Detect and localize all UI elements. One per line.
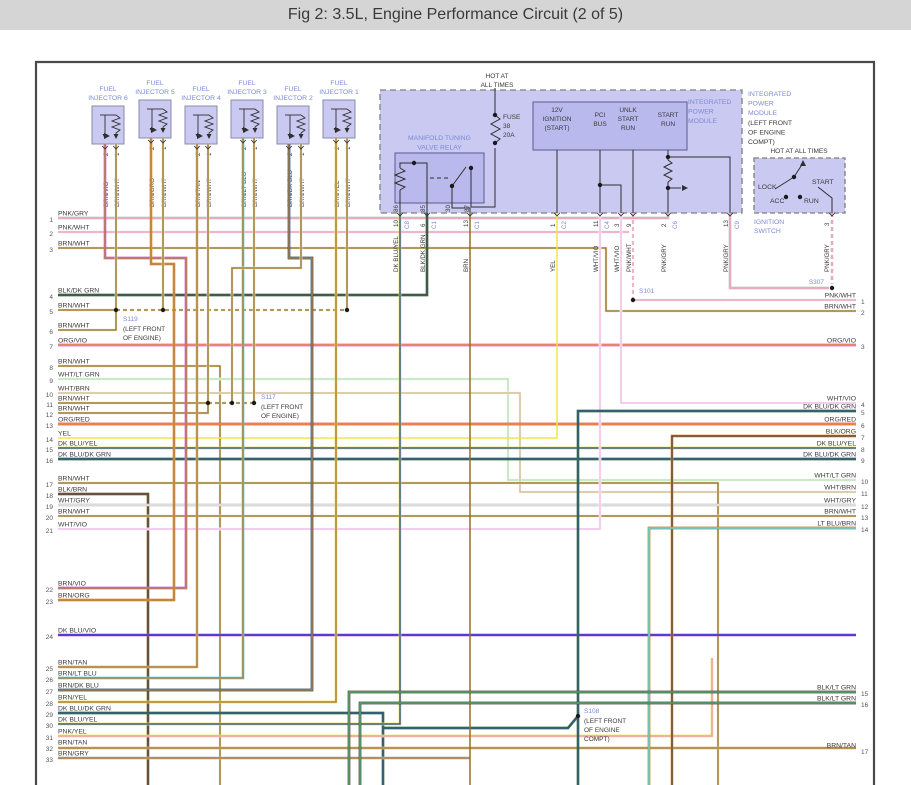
left-row-number: 26 [45,677,53,684]
left-row-number: 6 [49,329,53,336]
right-row-number: 3 [861,344,865,351]
fuel-injector-box [277,106,309,144]
injector-pin-number: 2 [334,146,341,150]
left-row-label: DK BLU/DK GRN [58,705,111,713]
ipm-terminal-label: UNLK [619,107,637,114]
hot-at-all-times-label: HOT AT [485,73,509,80]
injector-pin-number: 1 [114,152,121,156]
splice-dot [206,401,210,405]
splice-dot [631,298,635,302]
fuel-injector-label: FUEL [146,80,164,87]
splice-dot [830,286,834,290]
fuel-injector-label: INJECTOR 3 [227,89,267,96]
ipm-connector-label: C1 [474,221,481,229]
left-row-number: 15 [45,447,53,454]
ipm-pin-number: 13 [463,220,470,227]
right-row-label: BRN/WHT [824,508,856,516]
ignition-switch-label: SWITCH [754,228,781,235]
fuel-injector-label: FUEL [238,80,256,87]
left-row-label: BRN/DK BLU [58,682,99,690]
left-row-number: 21 [45,528,53,535]
left-row-number: 18 [45,493,53,500]
left-row-number: 20 [45,515,53,522]
right-row-label: DK BLU/DK GRN [803,451,856,459]
right-row-label: PNK/WHT [824,292,856,300]
splice-dot [798,195,802,199]
ipm-label-inside: INTEGRATED [688,99,732,106]
ipm-connector-label: C2 [561,221,568,229]
left-row-label: BLK/DK GRN [58,287,100,295]
left-row-label: BRN/YEL [58,694,88,702]
splice-dot [666,155,670,159]
splice-dot [230,401,234,405]
right-row-number: 2 [861,310,865,317]
left-row-label: YEL [58,430,71,438]
splice-note: (LEFT FRONT [261,404,304,411]
left-row-number: 27 [45,689,53,696]
splice-label-S117: S117 [261,394,276,401]
left-row-label: BLK/BRN [58,486,88,494]
right-row-label: LT BLU/BRN [817,520,856,528]
left-row-number: 13 [45,423,53,430]
fuel-injector-box [185,106,217,144]
left-row-number: 23 [45,599,53,606]
injector-pin-number: 2 [241,146,248,150]
ipm-wire-label: WHT/VIO [593,245,600,272]
ipm-location-note: COMPT) [748,139,775,146]
left-row-label: BRN/WHT [58,405,90,413]
right-row-label: DK BLU/YEL [816,440,856,448]
ipm-pin-number: 10 [393,220,400,227]
injector-pin-number: 1 [206,152,213,156]
left-row-number: 32 [45,746,53,753]
left-row-label: BRN/WHT [58,475,90,483]
injector-wire-label: BRN/WHT [161,178,168,207]
splice-note: OF ENGINE) [123,335,161,342]
ipm-terminal-label: BUS [593,121,607,128]
left-row-label: BRN/WHT [58,508,90,516]
fuel-injector-box [323,100,355,138]
left-row-label: BRN/GRY [58,750,89,758]
right-row-number: 1 [861,299,865,306]
ipm-terminal-label: PCI [594,112,606,119]
right-row-label: BRN/WHT [824,303,856,311]
fuel-injector-label: FUEL [99,86,117,93]
fuel-injector-label: INJECTOR 2 [273,95,313,102]
injector-wire-label: BRN/ORG [149,178,156,207]
ipm-pin-number: 6 [420,223,427,227]
injector-pin-number: 2 [149,146,156,150]
splice-label-S307: S307 [808,279,824,286]
left-row-label: BRN/ORG [58,592,90,600]
right-row-label: WHT/GRY [824,497,856,505]
ipm-wire-label: PNK/GRY [661,244,668,272]
splice-dot [469,166,473,170]
right-row-number: 15 [861,691,869,698]
splice-dot [493,113,497,117]
ipm-pin-number: 11 [593,220,600,227]
fuel-injector-label: INJECTOR 1 [319,89,359,96]
fuel-injector-label: FUEL [330,80,348,87]
right-row-number: 12 [861,504,869,511]
hot-at-all-times-label: HOT AT ALL TIMES [770,148,828,155]
left-row-label: BRN/WHT [58,240,90,248]
relay-pin-number: 85 [420,205,427,212]
ipm-connector-label: C1 [431,221,438,229]
left-row-number: 9 [49,378,53,385]
left-row-number: 10 [45,392,53,399]
fuse-label: 38 [503,123,511,130]
ipm-terminal-label: 12V [551,107,563,114]
splice-label-S119: S119 [123,316,138,323]
ipm-connector-label: C4 [604,221,611,229]
left-row-label: BRN/TAN [58,659,88,667]
left-row-number: 7 [49,344,53,351]
ipm-pin-number: 2 [661,223,668,227]
injector-pin-number: 1 [161,146,168,150]
injector-wire-label: BRN/WHT [114,178,121,207]
splice-dot [666,186,670,190]
injector-wire-label: BRN/WHT [252,178,259,207]
splice-note: COMPT) [584,736,610,743]
right-row-number: 11 [861,491,868,498]
ipm-pin-number: 1 [550,223,557,227]
injector-wire-label: BRN/WHT [206,178,213,207]
left-row-number: 22 [45,587,53,594]
splice-label-S101: S101 [639,288,655,295]
hot-at-all-times-label: ALL TIMES [480,82,514,89]
fuel-injector-box [231,100,263,138]
right-row-label: ORG/RED [824,416,856,424]
left-row-label: WHT/VIO [58,521,88,529]
ignition-switch-label: IGNITION [754,219,785,226]
left-row-number: 25 [45,666,53,673]
injector-pin-number: 2 [287,152,294,156]
splice-note: OF ENGINE) [261,413,299,420]
splice-dot [114,308,118,312]
splice-dot [493,141,497,145]
ignition-pin-number: 3 [824,222,831,226]
relay-pin-number: 87 [464,205,471,212]
left-row-label: WHT/LT GRN [58,371,100,379]
left-row-number: 31 [45,735,53,742]
relay-pin-number: 86 [393,205,400,212]
left-row-label: PNK/GRY [58,210,89,218]
relay-label: MANIFOLD TUNING [408,135,471,142]
left-row-number: 24 [45,634,53,641]
injector-pin-number: 1 [345,146,352,150]
ipm-terminal-label: IGNITION [542,116,572,123]
splice-dot [792,175,796,179]
injector-wire-label: BRN/LT BLU [241,171,248,207]
left-row-label: BRN/TAN [58,739,88,747]
left-row-number: 8 [49,365,53,372]
fuel-injector-label: INJECTOR 4 [181,95,221,102]
ignition-position-start: START [812,179,834,186]
injector-wire-label: BRN/WHT [345,178,352,207]
fuel-injector-label: FUEL [284,86,302,93]
left-row-label: DK BLU/VIO [58,627,97,635]
left-row-label: WHT/BRN [58,385,90,393]
fuel-injector-label: FUEL [192,86,210,93]
injector-pin-number: 2 [195,152,202,156]
right-row-number: 10 [861,479,869,486]
ipm-wire-label: BLK/DK GRN [420,234,427,272]
left-row-number: 1 [49,217,53,224]
ipm-wire-label: YEL [550,260,557,272]
right-row-label: DK BLU/DK GRN [803,403,856,411]
splice-note: (LEFT FRONT [584,718,627,725]
left-row-number: 11 [46,402,53,409]
ipm-connector-label: C6 [672,221,679,229]
splice-dot [784,195,788,199]
left-row-number: 12 [45,412,53,419]
fuse-label: FUSE [503,114,521,121]
ipm-terminal-label: RUN [660,121,676,128]
right-row-label: WHT/VIO [826,395,856,403]
right-row-number: 14 [861,527,869,534]
left-row-label: DK BLU/YEL [58,716,98,724]
fuel-injector-label: INJECTOR 6 [88,95,128,102]
left-row-number: 4 [49,294,53,301]
left-row-number: 30 [45,723,53,730]
relay-label: VALVE RELAY [417,144,462,152]
ignition-position-lock: LOCK [758,184,777,191]
left-row-label: BRN/LT BLU [58,670,97,678]
right-row-number: 5 [861,410,865,417]
ipm-label: INTEGRATED [748,91,792,98]
ipm-terminal-label: START [617,116,639,123]
left-row-label: PNK/YEL [58,728,87,736]
right-row-number: 9 [861,458,865,465]
left-row-number: 28 [45,701,53,708]
ipm-terminal-label: RUN [620,125,636,132]
ipm-label: MODULE [748,110,778,117]
right-row-number: 8 [861,447,865,454]
left-row-number: 19 [45,504,53,511]
ipm-terminal-label: (START) [544,125,570,132]
ipm-label: POWER [748,100,774,108]
left-row-number: 2 [49,231,53,238]
ipm-wire-label: BRN [463,258,470,272]
left-row-number: 3 [49,247,53,254]
splice-label-S108: S108 [584,708,600,715]
injector-pin-number: 1 [252,146,259,150]
ipm-wire-label: DK BLU/YEL [393,236,400,272]
right-row-label: WHT/LT GRN [814,472,856,480]
right-row-label: ORG/VIO [826,337,856,345]
right-row-number: 7 [861,435,865,442]
ipm-location-note: (LEFT FRONT [748,120,793,127]
left-row-label: DK BLU/DK GRN [58,451,111,459]
right-row-number: 4 [861,402,865,409]
injector-wire-label: BRN/DK BLU [287,169,294,207]
ipm-label-inside: MODULE [688,118,718,125]
figure-title: Fig 2: 3.5L, Engine Performance Circuit (2 of 5) [287,6,624,23]
left-row-number: 14 [45,437,53,444]
right-row-label: BLK/LT GRN [816,695,856,703]
splice-dot [345,308,349,312]
injector-wire-label: BRN/YEL [334,180,341,207]
injector-wire-label: BRN/VIO [103,181,110,207]
relay-pin-number: 30 [445,205,452,212]
splice-note: OF ENGINE [584,727,620,734]
left-row-number: 16 [45,458,53,465]
left-row-number: 5 [49,309,53,316]
ipm-label-inside: POWER [688,108,714,116]
ipm-pin-number: 13 [723,220,730,227]
left-row-label: ORG/RED [58,416,90,424]
injector-wire-label: BRN/WHT [299,178,306,207]
left-row-label: WHT/GRY [58,497,90,505]
ipm-connector-label: C8 [404,221,411,229]
fuel-injector-box [139,100,171,138]
ignition-position-run: RUN [804,198,819,205]
ignition-wire-label: PNK/GRY [824,244,831,272]
left-row-number: 17 [45,482,53,489]
ipm-location-note: OF ENGINE [748,129,786,137]
ignition-position-acc: ACC [770,198,785,205]
splice-dot [450,184,454,188]
ipm-wire-label: PNK/GRY [723,244,730,272]
splice-dot [161,308,165,312]
ipm-terminal-label: START [657,112,679,119]
fuel-injector-box [92,106,124,144]
ipm-wire-label: PNK/WHT [626,243,633,272]
right-row-number: 16 [861,702,869,709]
splice-dot [252,401,256,405]
splice-note: (LEFT FRONT [123,326,166,333]
right-row-label: BLK/ORG [825,428,856,436]
right-row-label: WHT/BRN [824,484,856,492]
left-row-label: PNK/WHT [58,224,90,232]
fuse-label: 20A [503,132,515,139]
right-row-label: BLK/LT GRN [816,684,856,692]
left-row-label: BRN/VIO [58,580,86,588]
splice-dot [598,183,602,187]
splice-dot [576,714,580,718]
left-row-number: 33 [45,757,53,764]
injector-pin-number: 1 [299,152,306,156]
ipm-pin-number: 9 [626,223,633,227]
left-row-label: ORG/VIO [58,337,88,345]
ipm-wire-label: WHT/VIO [614,245,621,272]
injector-pin-number: 2 [103,152,110,156]
right-row-number: 13 [861,515,869,522]
right-row-number: 6 [861,423,865,430]
ipm-connector-label: C9 [734,221,741,229]
injector-wire-label: BRN/TAN [195,180,202,207]
fuel-injector-label: INJECTOR 5 [135,89,175,96]
right-row-number: 17 [861,749,869,756]
right-row-label: BRN/TAN [826,742,856,750]
left-row-label: BRN/WHT [58,395,90,403]
left-row-label: BRN/WHT [58,322,90,330]
left-row-label: DK BLU/YEL [58,440,98,448]
left-row-number: 29 [45,712,53,719]
ipm-pin-number: 3 [614,223,621,227]
splice-dot [412,161,416,165]
left-row-label: BRN/WHT [58,302,90,310]
left-row-label: BRN/WHT [58,358,90,366]
